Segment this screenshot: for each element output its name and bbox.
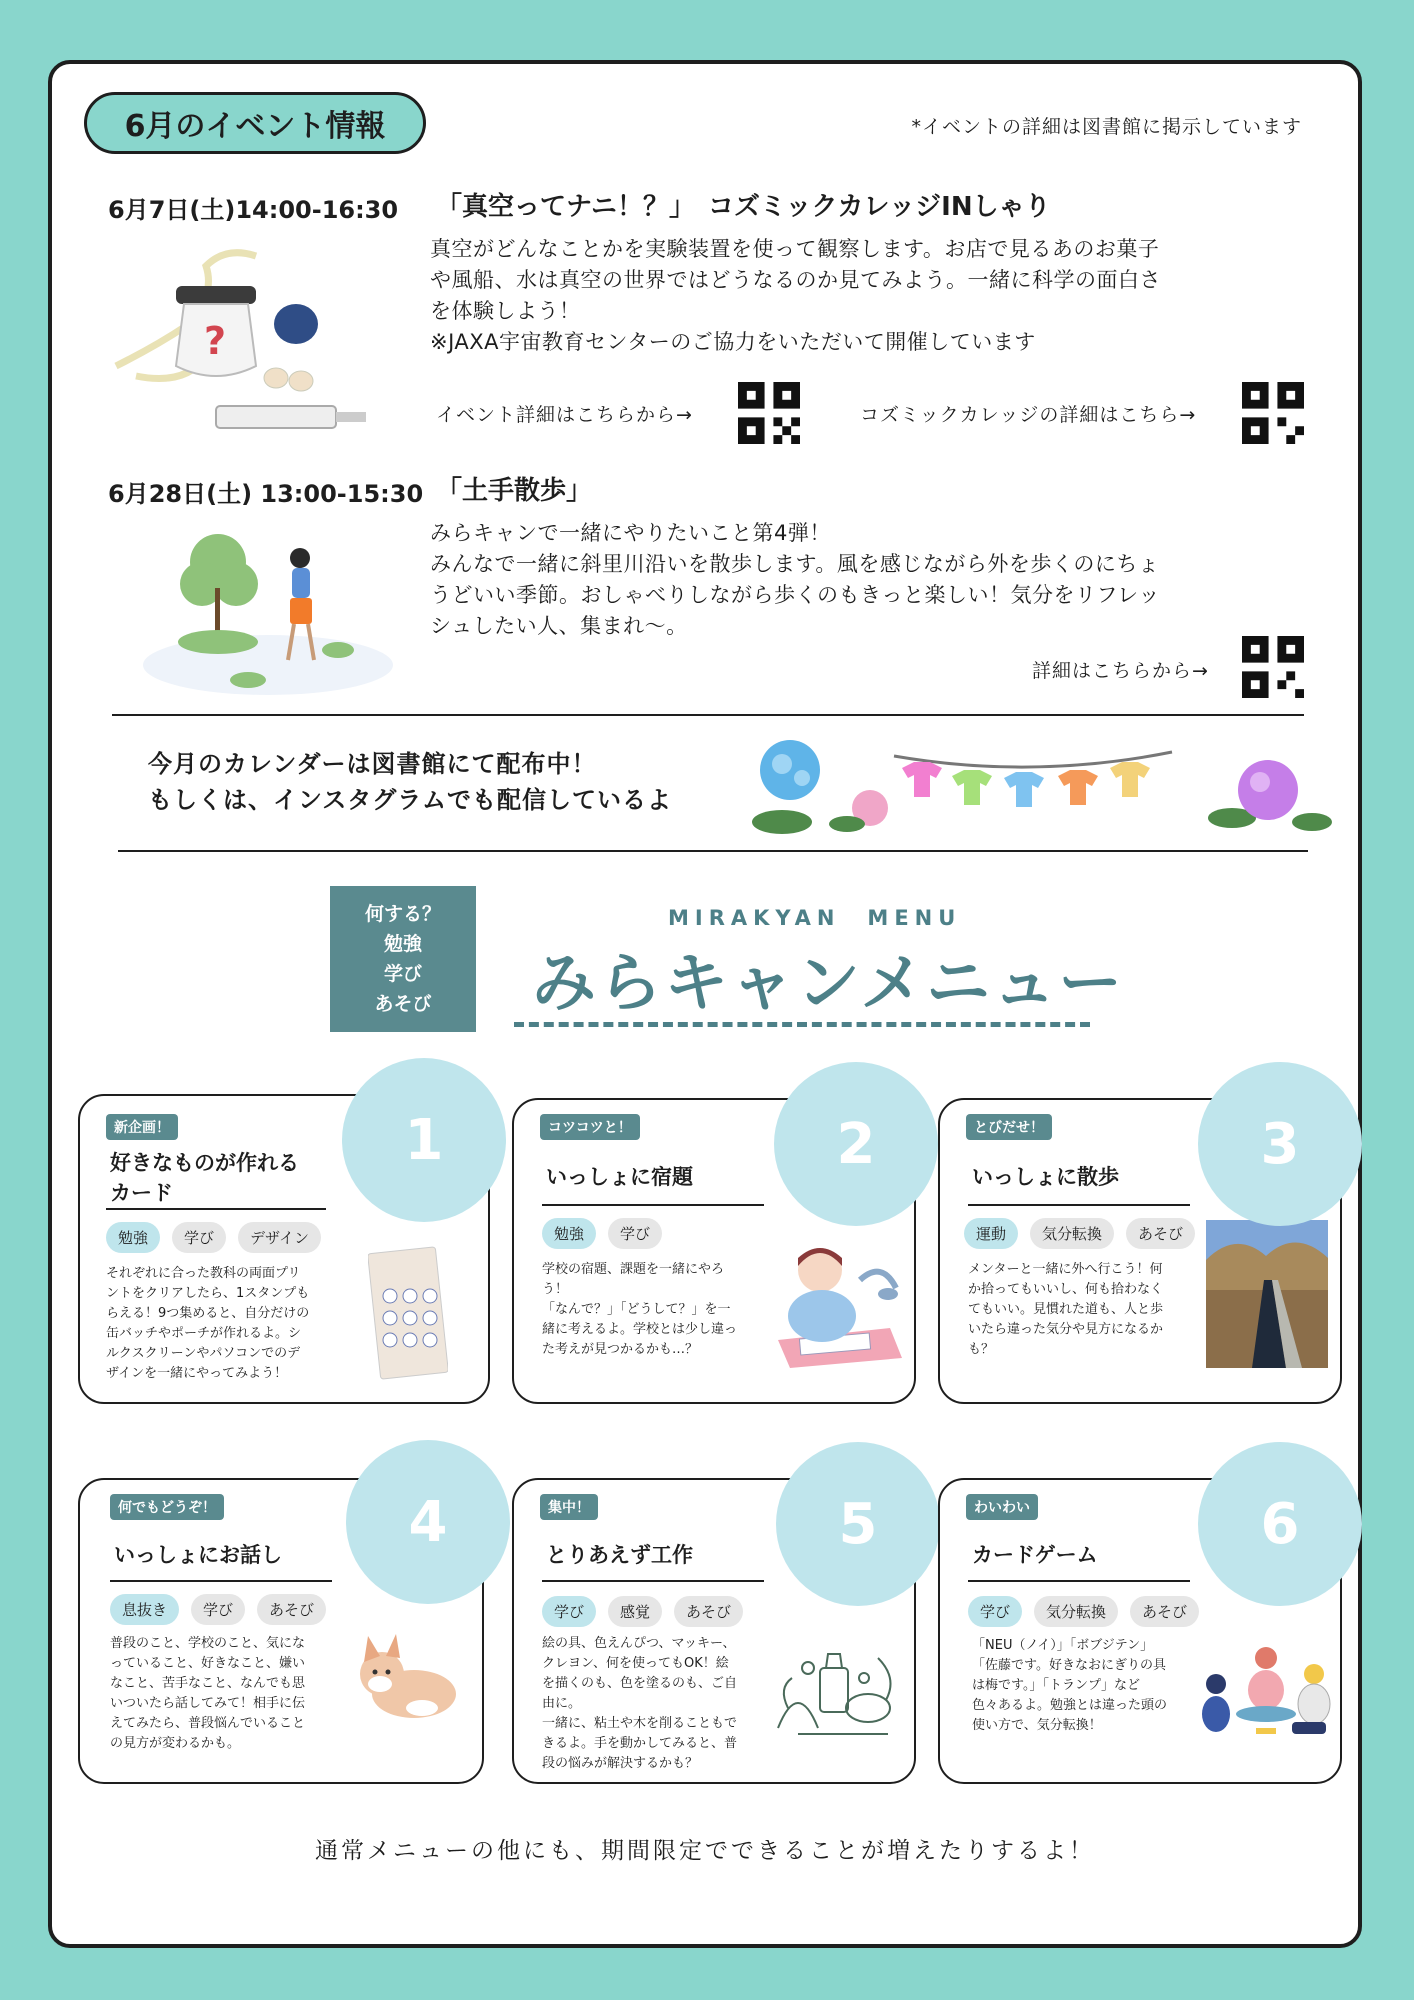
card-divider — [542, 1204, 764, 1206]
card-number-6: 6 — [1198, 1442, 1362, 1606]
chip: 学び — [172, 1222, 226, 1253]
chip: あそび — [1130, 1596, 1199, 1627]
card-title: いっしょにお話し — [114, 1543, 282, 1567]
chip: 気分転換 — [1034, 1596, 1118, 1627]
card-tag: 新企画！ — [106, 1114, 178, 1140]
card-number-5: 5 — [776, 1442, 940, 1606]
chip: 学び — [542, 1596, 596, 1627]
chip: あそび — [1126, 1218, 1195, 1249]
chip: 息抜き — [110, 1594, 179, 1625]
menu-tag-box: 何する？ 勉強 学び あそび — [330, 886, 476, 1032]
chip: あそび — [257, 1594, 326, 1625]
event-2-description: みらキャンで一緒にやりたいこと第4弾！ みんなで一緒に斜里川沿いを散歩します。風を感じながら外を歩くのにちょ うどいい季節。おしゃべりしながら歩くのもきっと楽しい！気分をリフレッ シュしたい人、集まれ〜。 — [430, 521, 1160, 638]
event-2-title: 「土手散歩」 — [436, 476, 593, 506]
card-description: それぞれに合った教科の両面プリ ントをクリアしたら、1スタンプも らえる！9つ集めると、自分だけの 缶バッチやポーチが作れるよ。シ ルクスクリーンやパソコンでのデ ザインを一緒にやってみよう！ — [106, 1266, 310, 1381]
event-1-date: 6月7日(土)14:00-16:30 — [108, 196, 399, 224]
svg-text:?: ? — [204, 319, 227, 363]
card-divider — [106, 1208, 326, 1210]
card-tag: とびだせ！ — [966, 1114, 1052, 1140]
chip: 学び — [968, 1596, 1022, 1627]
card-number-1: 1 — [342, 1058, 506, 1222]
card-tag: わいわい — [966, 1494, 1038, 1520]
point-card-image — [368, 1246, 448, 1380]
card-chips — [106, 1222, 321, 1253]
card-title: いっしょに宿題 — [546, 1165, 693, 1189]
card-number-4: 4 — [346, 1440, 510, 1604]
card-divider — [110, 1580, 332, 1582]
chip: 学び — [191, 1594, 245, 1625]
card-number-2: 2 — [774, 1062, 938, 1226]
card-chips — [964, 1218, 1195, 1249]
event-1-detail-link[interactable]: イベント詳細はこちらから→ — [436, 404, 693, 426]
card-tag: 集中！ — [540, 1494, 598, 1520]
card-tag: 何でもどうぞ！ — [110, 1494, 224, 1520]
card-divider — [968, 1204, 1190, 1206]
detail-note: *イベントの詳細は図書館に掲示しています — [911, 116, 1302, 138]
chip: あそび — [674, 1596, 743, 1627]
section-title: 6月のイベント情報 — [84, 92, 426, 154]
event-1-title: 「真空ってナニ！？」 コズミックカレッジINしゃり — [436, 192, 1051, 222]
card-chips — [968, 1596, 1199, 1627]
card-description: 普段のこと、学校のこと、気にな っていること、好きなこと、嫌い なこと、苦手なこと、なんでも思 いついたら話してみて！相手に伝 えてみたら、普段悩んでいること の見方が変わるかも。 — [110, 1636, 306, 1751]
card-tag: コツコツと！ — [540, 1114, 640, 1140]
vacuum-experiment-illustration — [96, 236, 396, 436]
card-game-people-illustration — [1196, 1640, 1336, 1744]
qr-code-icon[interactable] — [1242, 382, 1304, 444]
crafting-tools-illustration — [768, 1638, 908, 1742]
cosmic-college-detail-link[interactable]: コズミックカレッジの詳細はこちら→ — [860, 404, 1197, 426]
card-number-3: 3 — [1198, 1062, 1362, 1226]
card-chips — [542, 1218, 662, 1249]
footer-message: 通常メニューの他にも、期間限定でできることが増えたりするよ！ — [315, 1838, 1095, 1864]
card-description: 学校の宿題、課題を一緒にやろ う！ 「なんで？」「どうして？」を一 緒に考えるよ。学校とは少し違っ た考えが見つかるかも…？ — [542, 1262, 738, 1357]
qr-code-icon[interactable] — [1242, 636, 1304, 698]
chip: 運動 — [964, 1218, 1018, 1249]
divider — [112, 714, 1304, 716]
riverside-photo — [1206, 1220, 1328, 1368]
card-description: メンターと一緒に外へ行こう！何 か拾ってもいいし、何も拾わなく てもいい。見慣れた道も、人と歩 いたら違った気分や見方になるか も？ — [968, 1262, 1164, 1357]
homework-illustration — [770, 1240, 910, 1370]
chip: 勉強 — [542, 1218, 596, 1249]
card-title: カードゲーム — [972, 1543, 1098, 1567]
chip: 気分転換 — [1030, 1218, 1114, 1249]
menu-title: みらキャンメニュー — [532, 947, 1125, 1021]
corgi-illustration — [350, 1628, 460, 1728]
card-title: いっしょに散歩 — [972, 1165, 1119, 1189]
chip: デザイン — [238, 1222, 321, 1253]
walking-illustration — [138, 520, 398, 700]
chip: 感覚 — [608, 1596, 662, 1627]
calendar-notice: 今月のカレンダーは図書館にて配布中！ もしくは、インスタグラムでも配信しているよ — [148, 750, 673, 814]
dashed-underline — [514, 1022, 1090, 1027]
chip: 勉強 — [106, 1222, 160, 1253]
flyer-sheet — [48, 60, 1362, 1948]
card-divider — [542, 1580, 764, 1582]
hydrangea-laundry-illustration — [742, 730, 1332, 840]
event-2-date: 6月28日(土) 13:00-15:30 — [108, 480, 424, 508]
card-chips — [542, 1596, 743, 1627]
qr-code-icon[interactable] — [738, 382, 800, 444]
card-description: 「NEU（ノイ）」「ボブジテン」 「佐藤です。好きなおにぎりの具 は梅です。」「トランプ」など 色々あるよ。勉強とは違った頭の 使い方で、気分転換！ — [972, 1638, 1168, 1733]
chip: 学び — [608, 1218, 662, 1249]
card-chips — [110, 1594, 326, 1625]
event-1-description: 真空がどんなことかを実験装置を使って観察します。お店で見るあのお菓子 や風船、水は真空の世界ではどうなるのか見てみよう。一緒に科学の面白さ を体験しよう！ ※JAXA宇宙教育センターのご協力をいただいて開催しています — [430, 237, 1161, 354]
card-title: 好きなものが作れる カード — [110, 1151, 299, 1205]
menu-english-title: MIRAKYAN MENU — [668, 906, 962, 930]
event-2-detail-link[interactable]: 詳細はこちらから→ — [1032, 660, 1209, 682]
divider — [118, 850, 1308, 852]
card-divider — [968, 1580, 1190, 1582]
card-title: とりあえず工作 — [546, 1543, 693, 1567]
card-description: 絵の具、色えんぴつ、マッキー、 クレヨン、何を使ってもOK！絵 を描くのも、色を塗るのも、ご自 由に。 一緒に、粘土や木を削ることもで きるよ。手を動かしてみると、普 段の悩みが解決するかも？ — [542, 1636, 738, 1771]
